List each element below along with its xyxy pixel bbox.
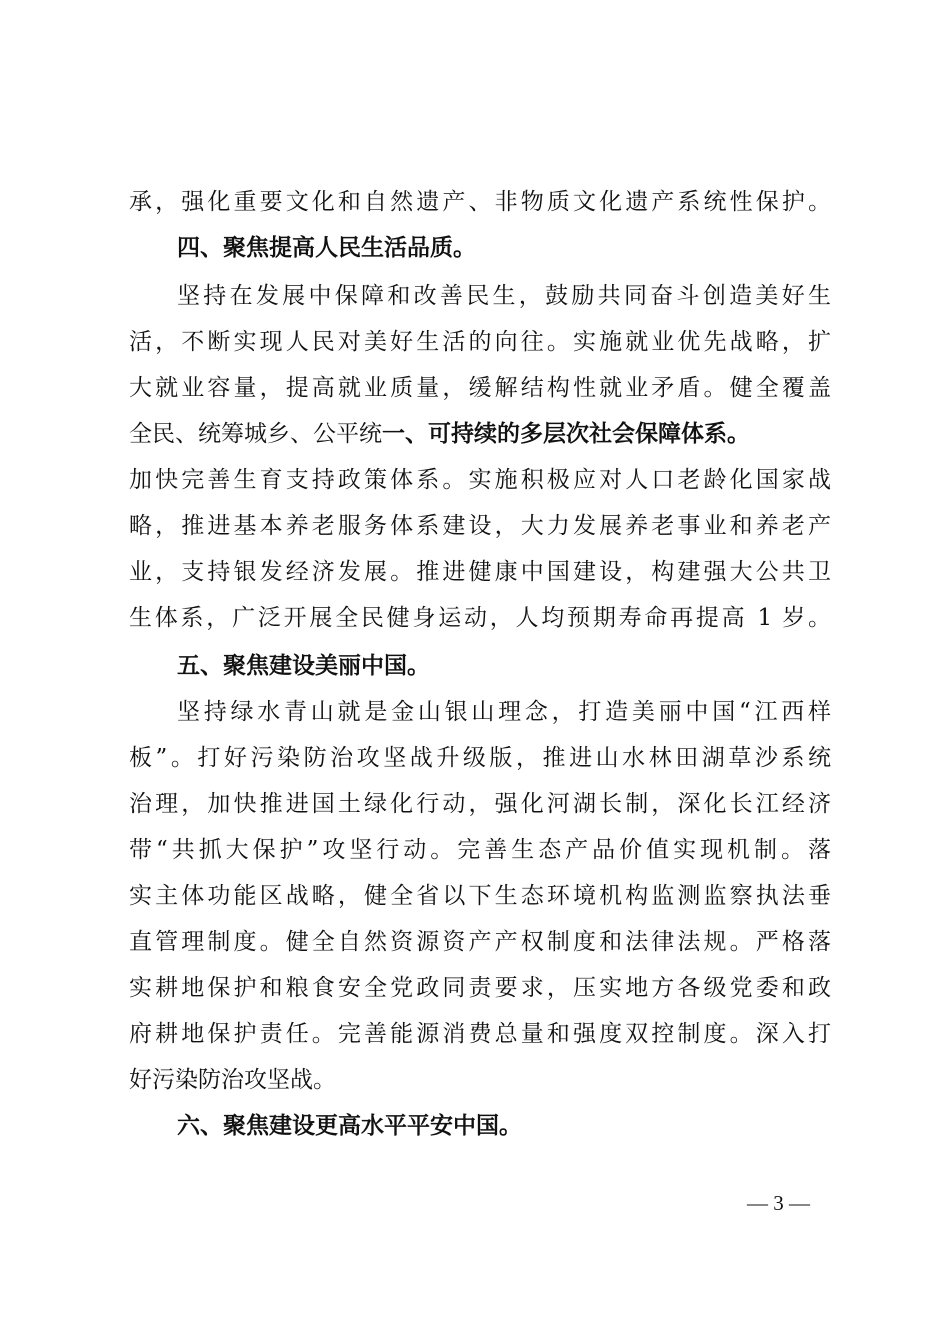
paragraph-line: 带“共抓大保护”攻坚行动。完善生态产品价值实现机制。落 [129,837,831,863]
paragraph-line: 坚持在发展中保障和改善民生，鼓励共同奋斗创造美好生 [177,283,831,309]
section-heading-4: 四、聚焦提高人民生活品质。 [177,235,476,261]
paragraph-line: 大就业容量，提高就业质量，缓解结构性就业矛盾。健全覆盖 [129,375,831,401]
paragraph-line: 实耕地保护和粮食安全党政同责要求，压实地方各级党委和政 [129,975,831,1001]
paragraph-line: 府耕地保护责任。完善能源消费总量和强度双控制度。深入打 [129,1021,831,1047]
section-heading-6: 六、聚焦建设更高水平平安中国。 [177,1113,522,1139]
bold-phrase: 一、可持续的多层次社会保障体系。 [382,421,750,447]
paragraph-text: 全民、统筹城乡、公平统 [129,421,382,447]
paragraph-line: 加快完善生育支持政策体系。实施积极应对人口老龄化国家战 [129,467,831,493]
section-heading-5: 五、聚焦建设美丽中国。 [177,653,430,679]
paragraph-line: 活，不断实现人民对美好生活的向往。实施就业优先战略，扩 [129,329,831,355]
paragraph-line: 坚持绿水青山就是金山银山理念，打造美丽中国“江西样 [177,699,831,725]
paragraph-line: 治理，加快推进国土绿化行动，强化河湖长制，深化长江经济 [129,791,831,817]
paragraph-line: 业，支持银发经济发展。推进健康中国建设，构建强大公共卫 [129,559,831,585]
paragraph-line-mixed [129,411,831,457]
paragraph-line: 好污染防治攻坚战。 [129,1067,336,1093]
page-number: — 3 — [747,1191,810,1215]
paragraph-line: 生体系，广泛开展全民健身运动，人均预期寿命再提高 1 岁。 [129,605,831,631]
paragraph-line: 板”。打好污染防治攻坚战升级版，推进山水林田湖草沙系统 [129,745,831,771]
paragraph-line: 直管理制度。健全自然资源资产产权制度和法律法规。严格落 [129,929,831,955]
paragraph-line: 承，强化重要文化和自然遗产、非物质文化遗产系统性保护。 [129,189,831,215]
paragraph-line: 略，推进基本养老服务体系建设，大力发展养老事业和养老产 [129,513,831,539]
paragraph-line: 实主体功能区战略，健全省以下生态环境机构监测监察执法垂 [129,883,831,909]
